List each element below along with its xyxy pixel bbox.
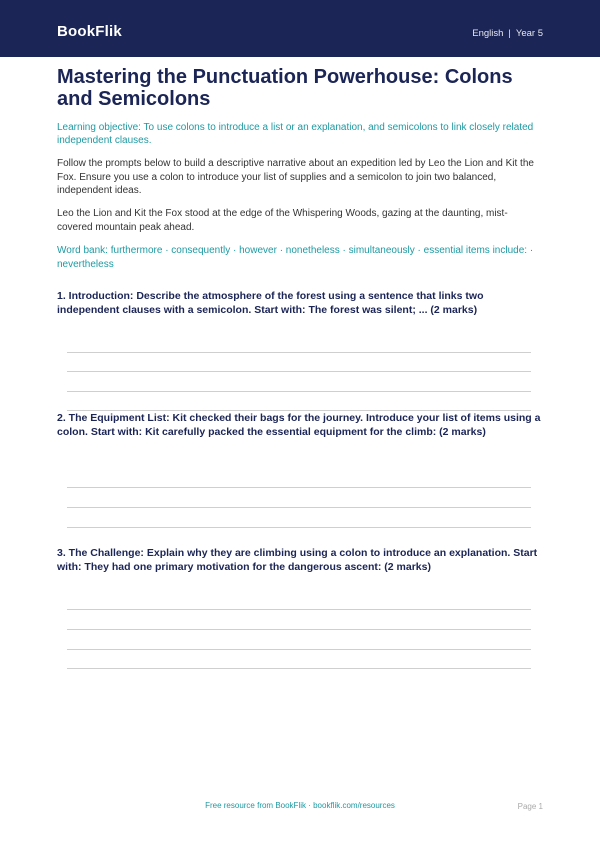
worksheet-title: Mastering the Punctuation Powerhouse: Colons and Semicolons: [57, 66, 513, 110]
answer-line[interactable]: [67, 527, 531, 528]
answer-line[interactable]: [67, 371, 531, 372]
answer-line[interactable]: [67, 487, 531, 488]
story-setup-text: Leo the Lion and Kit the Fox stood at the edge of the Whispering Woods, gazing at the daunting, mist-covered mountain peak ahead.: [57, 208, 508, 233]
page-header: [0, 0, 600, 57]
answer-line[interactable]: [67, 391, 531, 392]
answer-line[interactable]: [67, 649, 531, 650]
question-2: 2. The Equipment List: Kit checked their bags for the journey. Introduce your list of items using a colon. Start with: Kit carefully packed the essential equipment for the climb: (2 marks): [57, 412, 541, 438]
brand-logo[interactable]: BookFlik: [57, 23, 122, 40]
learning-objective: Learning objective: To use colons to introduce a list or an explanation, and semicolons to link closely related independent clauses.: [57, 122, 534, 146]
instructions-text: Follow the prompts below to build a descriptive narrative about an expedition led by Leo the Lion and Kit the Fox. Ensure you use a colon to introduce your list of supplies and a semicolon to join two balanced, independent ideas.: [57, 158, 534, 196]
question-1: 1. Introduction: Describe the atmosphere of the forest using a sentence that links two independent clauses with a semicolon. Start with: The forest was silent; ... (2 marks): [57, 290, 484, 316]
answer-line[interactable]: [67, 507, 531, 508]
page-number: Page 1: [517, 802, 543, 811]
word-bank: Word bank: furthermore · consequently · however · nonetheless · simultaneously · essential items include: · nevertheless: [57, 245, 534, 270]
answer-line[interactable]: [67, 609, 531, 610]
year-label: Year 5: [515, 28, 543, 39]
footer-credit[interactable]: Free resource from BookFlik · bookflik.com/resources: [205, 801, 395, 810]
answer-line[interactable]: [67, 352, 531, 353]
meta-separator: |: [508, 28, 511, 39]
question-3: 3. The Challenge: Explain why they are climbing using a colon to introduce an explanation. Start with: They had one primary motivation for the dangerous ascent: (2 marks): [57, 547, 538, 573]
answer-line[interactable]: [67, 668, 531, 669]
subject-year-meta: [472, 28, 543, 39]
answer-line[interactable]: [67, 629, 531, 630]
subject-label: English: [472, 28, 504, 39]
